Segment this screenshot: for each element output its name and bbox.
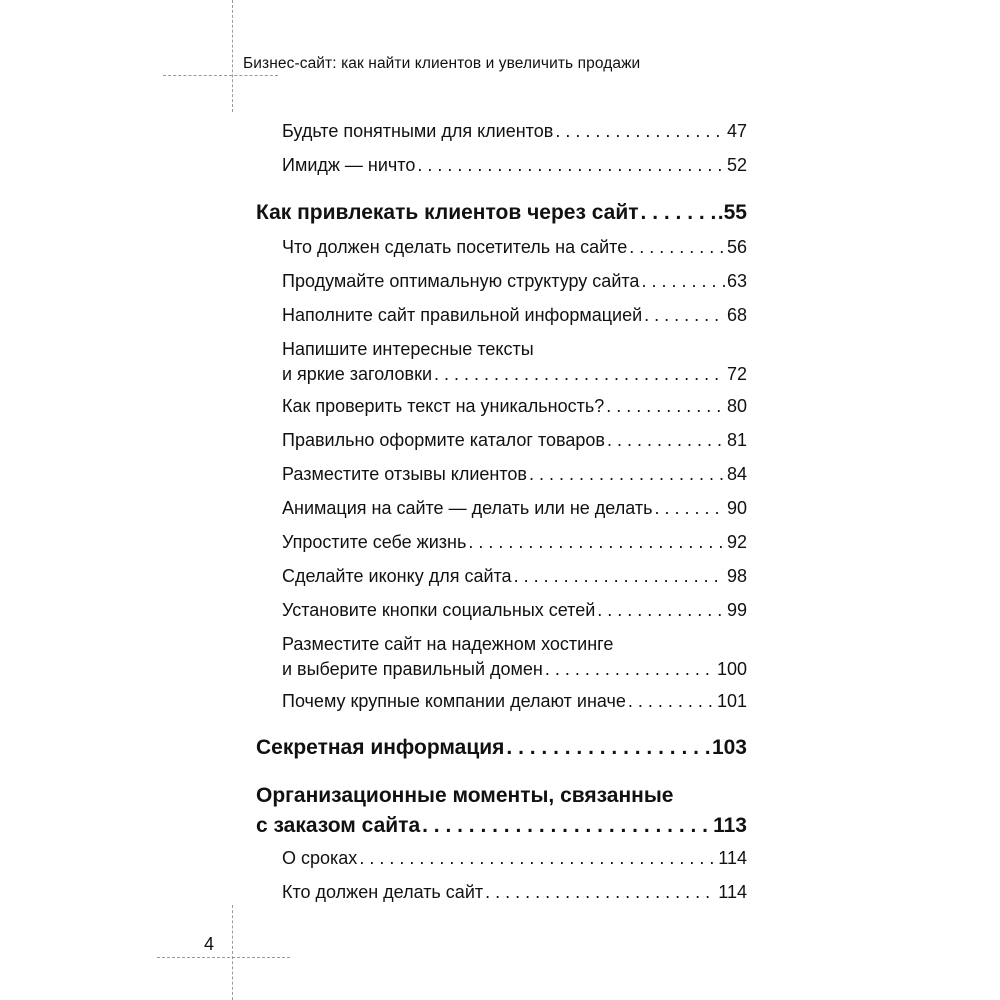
toc-entry-title-line: Напишите интересные тексты [282, 339, 534, 359]
toc-entry-row [256, 566, 747, 587]
toc-entry-title: Почему крупные компании делают иначе [282, 691, 626, 711]
toc-page-number: 52 [726, 155, 747, 175]
toc-entry-title: Продумайте оптимальную структуру сайта [282, 271, 640, 291]
toc-page-number: 103 [711, 736, 747, 759]
toc-entry-title-line: Разместите сайт на надежном хостинге [282, 634, 614, 654]
toc-page-number: 100 [716, 659, 747, 679]
dot-leader [644, 305, 725, 326]
toc-entry-title: и яркие заголовки [282, 364, 433, 384]
toc-page-number: 68 [726, 305, 747, 325]
toc-section-entry [256, 237, 747, 258]
dot-leader [641, 201, 716, 225]
toc-entry-title: Как привлекать клиентов через сайт [256, 201, 639, 224]
crop-mark-top-vertical [232, 0, 233, 112]
toc-entry-row [256, 882, 747, 903]
toc-entry-title: Упростите себе жизнь [282, 532, 467, 552]
toc-chapter-entry [256, 784, 747, 838]
toc-entry-row [256, 396, 747, 417]
toc-page-number: 90 [726, 498, 747, 518]
dot-leader [434, 364, 725, 385]
toc-entry-title: и выберите правильный домен [282, 659, 543, 679]
dot-leader [417, 155, 725, 176]
toc-page-number: 92 [726, 532, 747, 552]
toc-entry-row [256, 691, 747, 712]
toc-section-entry [256, 600, 747, 621]
toc-section-entry [256, 848, 747, 869]
toc-entry-row [256, 814, 747, 838]
dot-leader [555, 121, 725, 142]
toc-section-entry [256, 634, 747, 680]
toc-section-entry [256, 532, 747, 553]
toc-page-number: 101 [716, 691, 747, 711]
toc-entry-row [256, 659, 747, 680]
toc-entry-title: Наполните сайт правильной информацией [282, 305, 643, 325]
toc-entry-row [256, 271, 747, 292]
toc-section-entry [256, 430, 747, 451]
toc-page-number: 56 [726, 237, 747, 257]
toc-entry-title: Анимация на сайте — делать или не делать [282, 498, 653, 518]
toc-section-entry [256, 305, 747, 326]
toc-section-entry [256, 155, 747, 176]
toc-entry-row [256, 498, 747, 519]
toc-page-number: 98 [726, 566, 747, 586]
toc-page-number: 47 [726, 121, 747, 141]
toc-page-number: 84 [726, 464, 747, 484]
toc-entry-title: Что должен сделать посетитель на сайте [282, 237, 628, 257]
crop-mark-top-horizontal [163, 75, 278, 76]
toc-page-number: 80 [726, 396, 747, 416]
toc-section-entry [256, 396, 747, 417]
toc-section-entry [256, 339, 747, 385]
toc-page-number: 113 [713, 814, 747, 837]
dot-leader [545, 659, 715, 680]
toc-entry-title: Имидж — ничто [282, 155, 416, 175]
toc-entry-row [256, 155, 747, 176]
toc-section-entry [256, 691, 747, 712]
toc-entry-title: Правильно оформите каталог товаров [282, 430, 605, 450]
toc-chapter-entry [256, 736, 747, 760]
toc-section-entry [256, 271, 747, 292]
toc-entry-row [256, 736, 747, 760]
toc-page-number: 114 [718, 882, 747, 902]
toc-entry-row [256, 430, 747, 451]
toc-section-entry [256, 882, 747, 903]
toc-entry-title: Будьте понятными для клиентов [282, 121, 554, 141]
toc-entry-row [256, 121, 747, 142]
dot-leader [485, 882, 716, 903]
dot-leader [607, 430, 725, 451]
toc-entry-title: Установите кнопки социальных сетей [282, 600, 596, 620]
toc-entry-row [256, 364, 747, 385]
toc-entry-title: Кто должен делать сайт [282, 882, 484, 902]
toc-entry-row [256, 532, 747, 553]
toc-entry-row [256, 464, 747, 485]
toc-page-number: 72 [726, 364, 747, 384]
running-header: Бизнес-сайт: как найти клиентов и увеличить продажи [243, 55, 641, 72]
toc-page-number: 99 [726, 600, 747, 620]
dot-leader [506, 736, 710, 760]
toc-section-entry [256, 566, 747, 587]
toc-entry-title: О сроках [282, 848, 358, 868]
toc-entry-title: Разместите отзывы клиентов [282, 464, 527, 484]
toc-entry-row [256, 600, 747, 621]
dot-leader [628, 691, 715, 712]
toc-chapter-entry [256, 201, 747, 225]
toc-entry-title: Как проверить текст на уникальность? [282, 396, 605, 416]
toc-page-number: .55 [717, 201, 747, 224]
toc-section-entry [256, 464, 747, 485]
dot-leader [597, 600, 725, 621]
toc-page-number: 114 [718, 848, 747, 868]
toc-entry-row [256, 201, 747, 225]
crop-mark-bottom-horizontal [157, 957, 290, 958]
dot-leader [654, 498, 725, 519]
toc-entry-title-line: Организационные моменты, связанные [256, 784, 674, 807]
dot-leader [606, 396, 725, 417]
toc-section-entry [256, 121, 747, 142]
dot-leader [641, 271, 725, 292]
crop-mark-bottom-vertical [232, 905, 233, 1000]
dot-leader [514, 566, 725, 587]
toc-entry-row [256, 848, 747, 869]
dot-leader [422, 814, 711, 838]
toc-page-number: 63 [726, 271, 747, 291]
dot-leader [359, 848, 716, 869]
toc-entry-row [256, 237, 747, 258]
dot-leader [529, 464, 725, 485]
toc-section-entry [256, 498, 747, 519]
dot-leader [629, 237, 725, 258]
toc-entry-title: Сделайте иконку для сайта [282, 566, 512, 586]
toc-entry-title: Секретная информация [256, 736, 505, 759]
dot-leader [468, 532, 725, 553]
toc-entry-title: с заказом сайта [256, 814, 421, 837]
toc-page-number: 81 [726, 430, 747, 450]
page-number: 4 [204, 934, 215, 954]
toc-entry-row [256, 305, 747, 326]
